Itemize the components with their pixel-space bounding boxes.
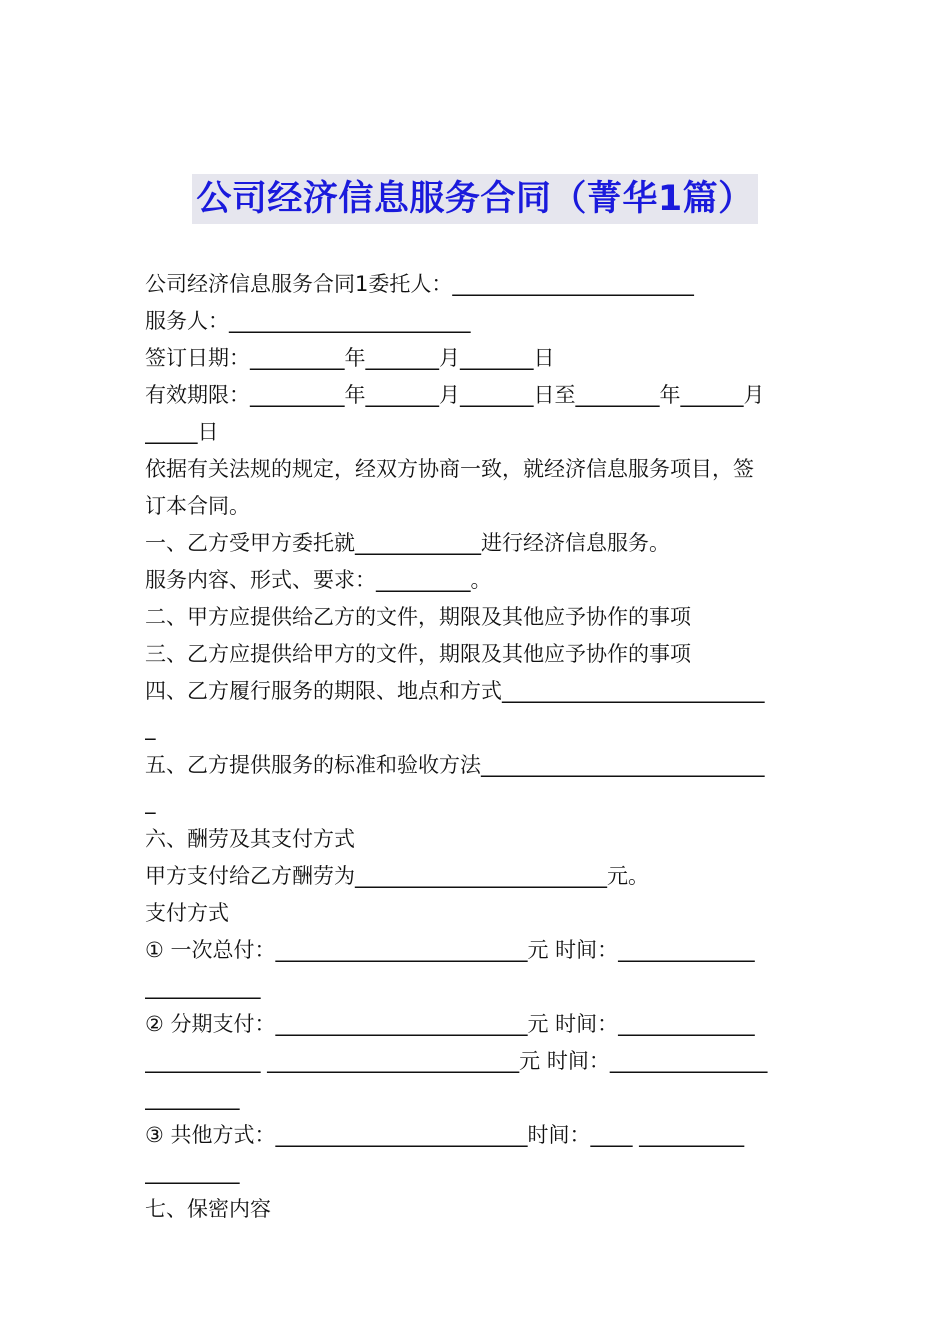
text-line: _ — [145, 716, 156, 740]
document-title: 公司经济信息服务合同（菁华1篇） — [192, 174, 757, 224]
text-line: ___________ ________________________元 时间：_______________ — [145, 1049, 768, 1073]
text-line: ② 分期支付：________________________元 时间：_____________ — [145, 1012, 755, 1036]
text-line: 签订日期：_________年_______月_______日 — [145, 346, 555, 370]
text-line: 七、保密内容 — [145, 1197, 271, 1221]
text-line: 一、乙方受甲方委托就____________进行经济信息服务。 — [145, 531, 670, 555]
text-line: 依据有关法规的规定，经双方协商一致，就经济信息服务项目，签 — [145, 457, 754, 481]
text-line: 六、酬劳及其支付方式 — [145, 827, 355, 851]
text-line: 订本合同。 — [145, 494, 250, 518]
text-line: 甲方支付给乙方酬劳为________________________元。 — [145, 864, 649, 888]
text-line: 五、乙方提供服务的标准和验收方法___________________________ — [145, 753, 765, 777]
text-line: 三、乙方应提供给甲方的文件，期限及其他应予协作的事项 — [145, 642, 691, 666]
document-body — [145, 266, 810, 1228]
text-line: 公司经济信息服务合同1委托人：_______________________ — [145, 272, 694, 296]
title-wrap — [0, 174, 950, 224]
text-line: _________ — [145, 1160, 240, 1184]
text-line: _ — [145, 790, 156, 814]
text-line: 二、甲方应提供给乙方的文件，期限及其他应予协作的事项 — [145, 605, 691, 629]
text-line: ③ 共他方式：________________________时间：____ __________ — [145, 1123, 745, 1147]
text-line: ___________ — [145, 975, 261, 999]
text-line: _________ — [145, 1086, 240, 1110]
text-line: _____日 — [145, 420, 219, 444]
text-line: 服务人：_______________________ — [145, 309, 471, 333]
text-line: 支付方式 — [145, 901, 229, 925]
text-line: ① 一次总付：________________________元 时间：_____________ — [145, 938, 755, 962]
text-line: 服务内容、形式、要求：_________。 — [145, 568, 492, 592]
text-line: 四、乙方履行服务的期限、地点和方式_________________________ — [145, 679, 765, 703]
text-line: 有效期限：_________年_______月_______日至________年______月 — [145, 383, 765, 407]
